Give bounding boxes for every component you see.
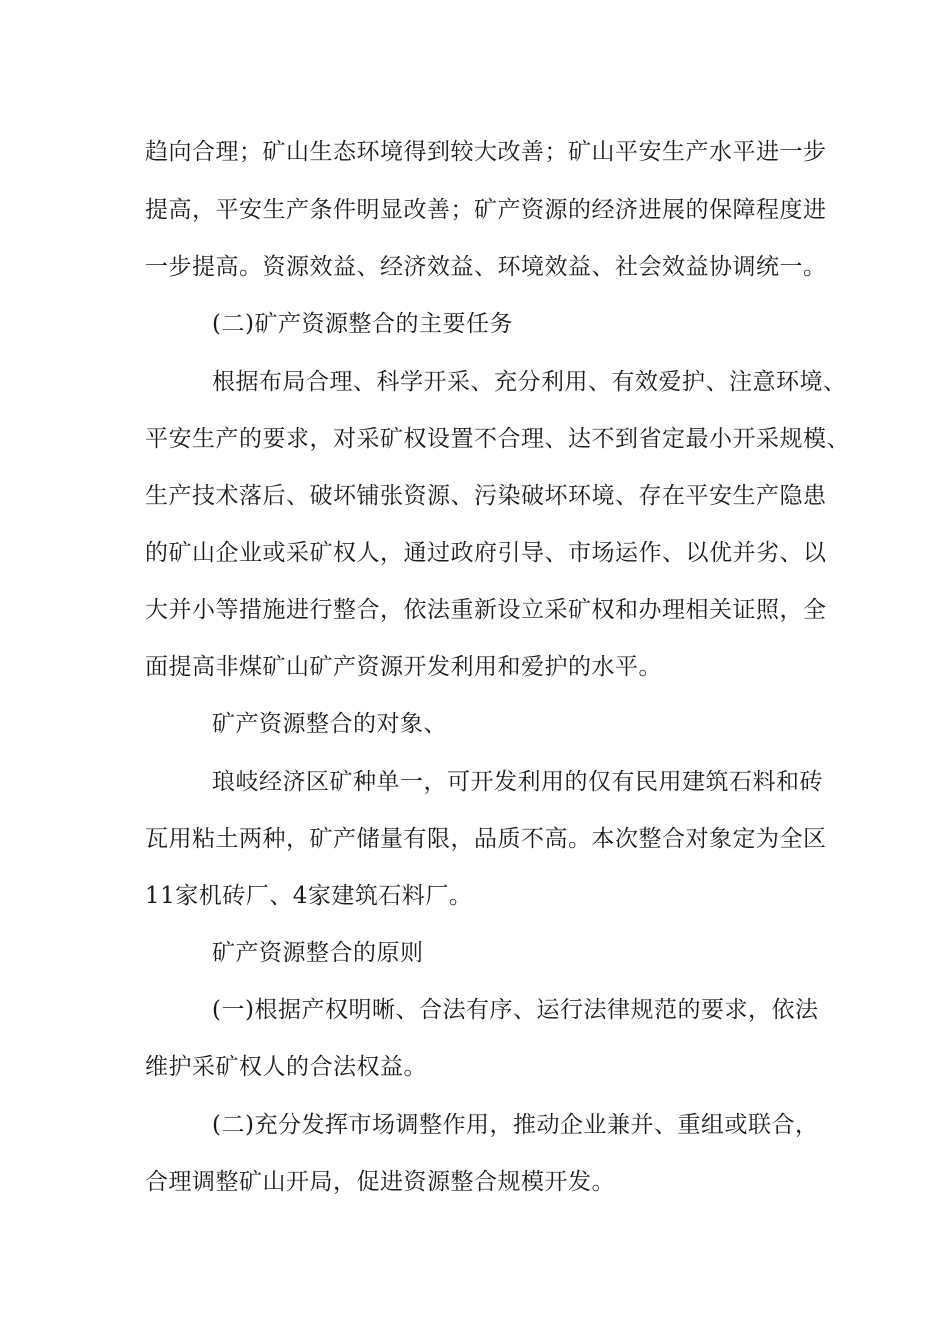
paragraph-line: 合理调整矿山开局，促进资源整合规模开发。 xyxy=(145,1169,615,1195)
paragraph-line: 瓦用粘土两种，矿产储量有限，品质不高。本次整合对象定为全区 xyxy=(145,826,827,852)
section-heading: 矿产资源整合的对象、 xyxy=(212,711,447,737)
section-heading: (二)矿产资源整合的主要任务 xyxy=(212,311,513,337)
paragraph-line: 维护采矿权人的合法权益。 xyxy=(145,1054,427,1080)
paragraph-line: 根据布局合理、科学开采、充分利用、有效爱护、注意环境、 xyxy=(212,369,847,395)
paragraph-line: 生产技术落后、破坏铺张资源、污染破坏环境、存在平安生产隐患 xyxy=(145,483,827,509)
paragraph-line: 趋向合理；矿山生态环境得到较大改善；矿山平安生产水平进一步 xyxy=(145,139,827,165)
paragraph-line: 的矿山企业或采矿权人，通过政府引导、市场运作、以优并劣、以 xyxy=(145,540,827,566)
paragraph-line: 11家机砖厂、4家建筑石料厂。 xyxy=(145,883,473,909)
paragraph-line: 一步提高。资源效益、经济效益、环境效益、社会效益协调统一。 xyxy=(145,254,827,280)
section-heading: 矿产资源整合的原则 xyxy=(212,940,424,966)
paragraph-line: 面提高非煤矿山矿产资源开发利用和爱护的水平。 xyxy=(145,654,662,680)
paragraph-line: (一)根据产权明晰、合法有序、运行法律规范的要求，依法 xyxy=(212,997,819,1023)
paragraph-line: 琅岐经济区矿种单一，可开发利用的仅有民用建筑石料和砖 xyxy=(212,769,823,795)
paragraph-line: 平安生产的要求，对采矿权设置不合理、达不到省定最小开采规模、 xyxy=(145,426,850,452)
paragraph-line: 大并小等措施进行整合，依法重新设立采矿权和办理相关证照，全 xyxy=(145,597,827,623)
paragraph-line: 提高，平安生产条件明显改善；矿产资源的经济进展的保障程度进 xyxy=(145,197,827,223)
paragraph-line: (二)充分发挥市场调整作用，推动企业兼并、重组或联合， xyxy=(212,1112,819,1138)
